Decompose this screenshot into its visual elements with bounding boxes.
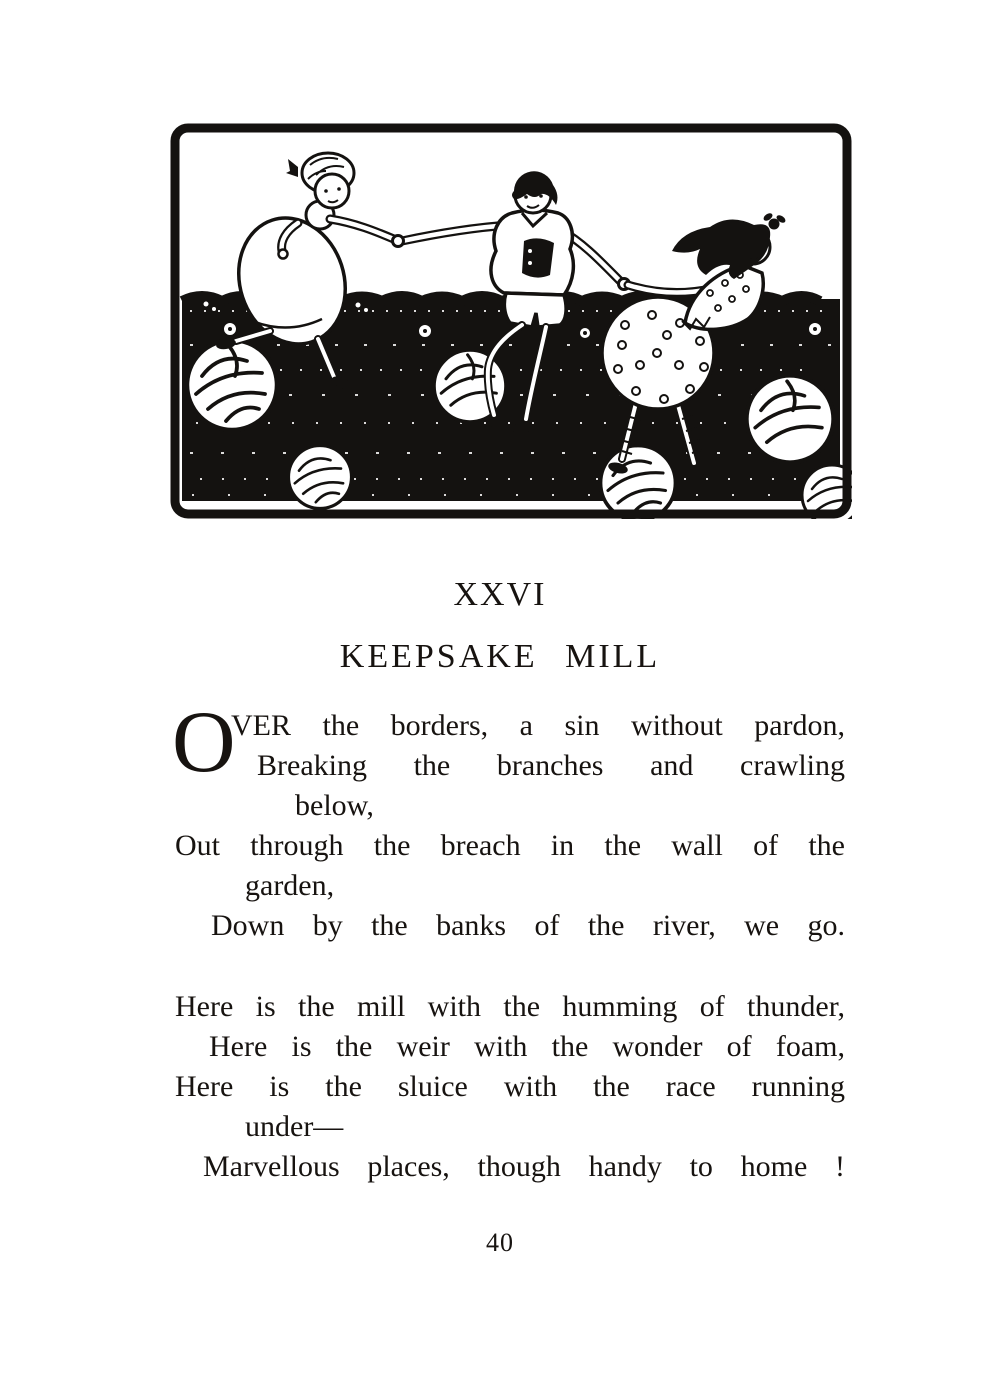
cabbage	[187, 340, 277, 430]
middle-boy-vest	[522, 238, 554, 277]
middle-boy-shorts	[504, 293, 566, 327]
poem-line: under—	[245, 1110, 344, 1143]
poem-line: Here is the weir with the wonder of foam,	[209, 1030, 845, 1063]
poem-line: VER the borders, a sin without pardon,	[231, 709, 845, 742]
poem-line: Marvellous places, though handy to home !	[203, 1150, 845, 1183]
poem-line: Here is the sluice with the race running	[175, 1070, 845, 1103]
poem-line: below,	[295, 789, 374, 822]
handclasp-left	[393, 236, 404, 247]
poem-line: garden,	[245, 869, 335, 902]
poem-line: Here is the mill with the humming of thunder,	[175, 990, 845, 1023]
left-girl-hand	[279, 250, 288, 259]
field	[182, 319, 840, 501]
poem-stanza-1	[172, 694, 845, 946]
cabbage	[601, 446, 676, 520]
page-number: 40	[486, 1228, 514, 1257]
poem-line: Out through the breach in the wall of the	[175, 829, 845, 862]
cabbage	[747, 376, 834, 463]
poem-stanza-2	[175, 987, 845, 1187]
poem	[172, 694, 845, 1187]
drop-cap: O	[172, 694, 236, 791]
poem-line: Down by the banks of the river, we go.	[211, 909, 845, 942]
illustration-svg	[170, 123, 852, 519]
poem-line: Breaking the branches and crawling	[257, 749, 845, 782]
cabbage	[289, 446, 352, 509]
chapter-numeral: XXVI	[453, 576, 547, 613]
illustration-children-cabbage-garden	[170, 123, 852, 519]
chapter-title: KEEPSAKE MILL	[339, 638, 661, 675]
